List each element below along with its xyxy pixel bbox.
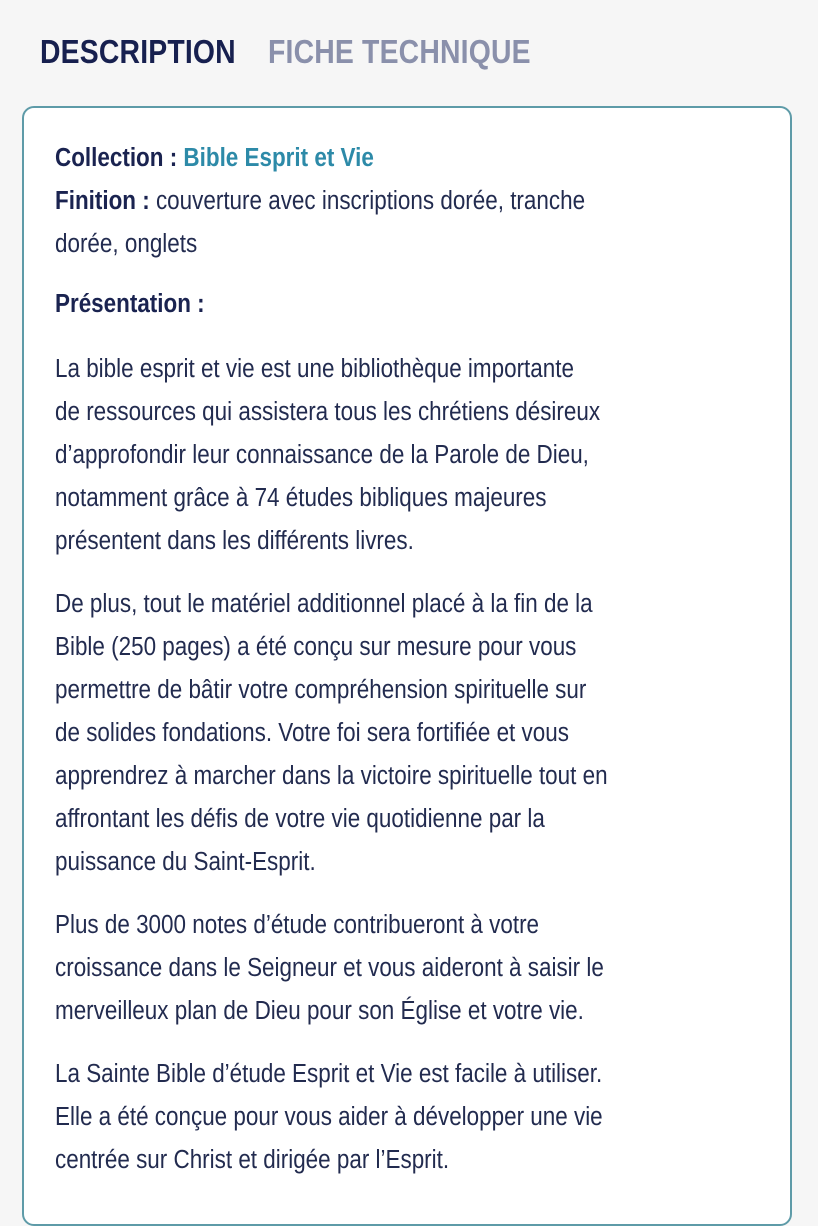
paragraph-line: d’approfondir leur connaissance de la Parole de Dieu, xyxy=(55,441,589,469)
paragraph-line: présentent dans les différents livres. xyxy=(55,527,414,555)
paragraph-line: De plus, tout le matériel additionnel placé à la fin de la xyxy=(55,590,593,618)
finition-value: couverture avec inscriptions dorée, tranche xyxy=(155,187,586,215)
paragraph-3 xyxy=(55,904,775,1033)
presentation-heading: Présentation : xyxy=(55,290,205,318)
paragraph-line: permettre de bâtir votre compréhension spirituelle sur xyxy=(55,676,587,704)
collection-row xyxy=(55,137,689,180)
finition-label: Finition : xyxy=(55,187,150,215)
paragraph-line: merveilleux plan de Dieu pour son Église et votre vie. xyxy=(55,997,584,1025)
tab-bar xyxy=(40,30,573,74)
collection-link[interactable]: Bible Esprit et Vie xyxy=(183,144,374,172)
paragraph-line: notamment grâce à 74 études bibliques majeures xyxy=(55,484,547,512)
paragraph-line: Plus de 3000 notes d’étude contribueront à votre xyxy=(55,911,540,939)
paragraph-line: La bible esprit et vie est une bibliothèque importante xyxy=(55,355,574,383)
collection-label: Collection : xyxy=(55,144,178,172)
paragraph-line: Bible (250 pages) a été conçu sur mesure pour vous xyxy=(55,633,577,661)
paragraph-line: centrée sur Christ et dirigée par l’Esprit. xyxy=(55,1146,450,1174)
paragraph-line: de ressources qui assistera tous les chrétiens désireux xyxy=(55,398,601,426)
paragraph-line: apprendrez à marcher dans la victoire spirituelle tout en xyxy=(55,762,608,790)
tab-fiche-technique[interactable]: FICHE TECHNIQUE xyxy=(267,33,531,70)
finition-value-continued: dorée, onglets xyxy=(55,230,198,258)
tab-description[interactable]: DESCRIPTION xyxy=(40,33,236,70)
paragraph-2 xyxy=(55,583,775,884)
paragraph-4 xyxy=(55,1053,775,1182)
paragraph-line: La Sainte Bible d’étude Esprit et Vie est facile à utiliser. xyxy=(55,1060,603,1088)
paragraph-line: Elle a été conçue pour vous aider à développer une vie xyxy=(55,1103,603,1131)
description-content xyxy=(55,137,775,1182)
paragraph-line: affrontant les défis de votre vie quotidienne par la xyxy=(55,805,545,833)
paragraph-1 xyxy=(55,348,775,563)
paragraph-line: de solides fondations. Votre foi sera fortifiée et vous xyxy=(55,719,569,747)
paragraph-line: puissance du Saint-Esprit. xyxy=(55,848,316,876)
finition-row xyxy=(55,180,689,223)
paragraph-line: croissance dans le Seigneur et vous aideront à saisir le xyxy=(55,954,604,982)
